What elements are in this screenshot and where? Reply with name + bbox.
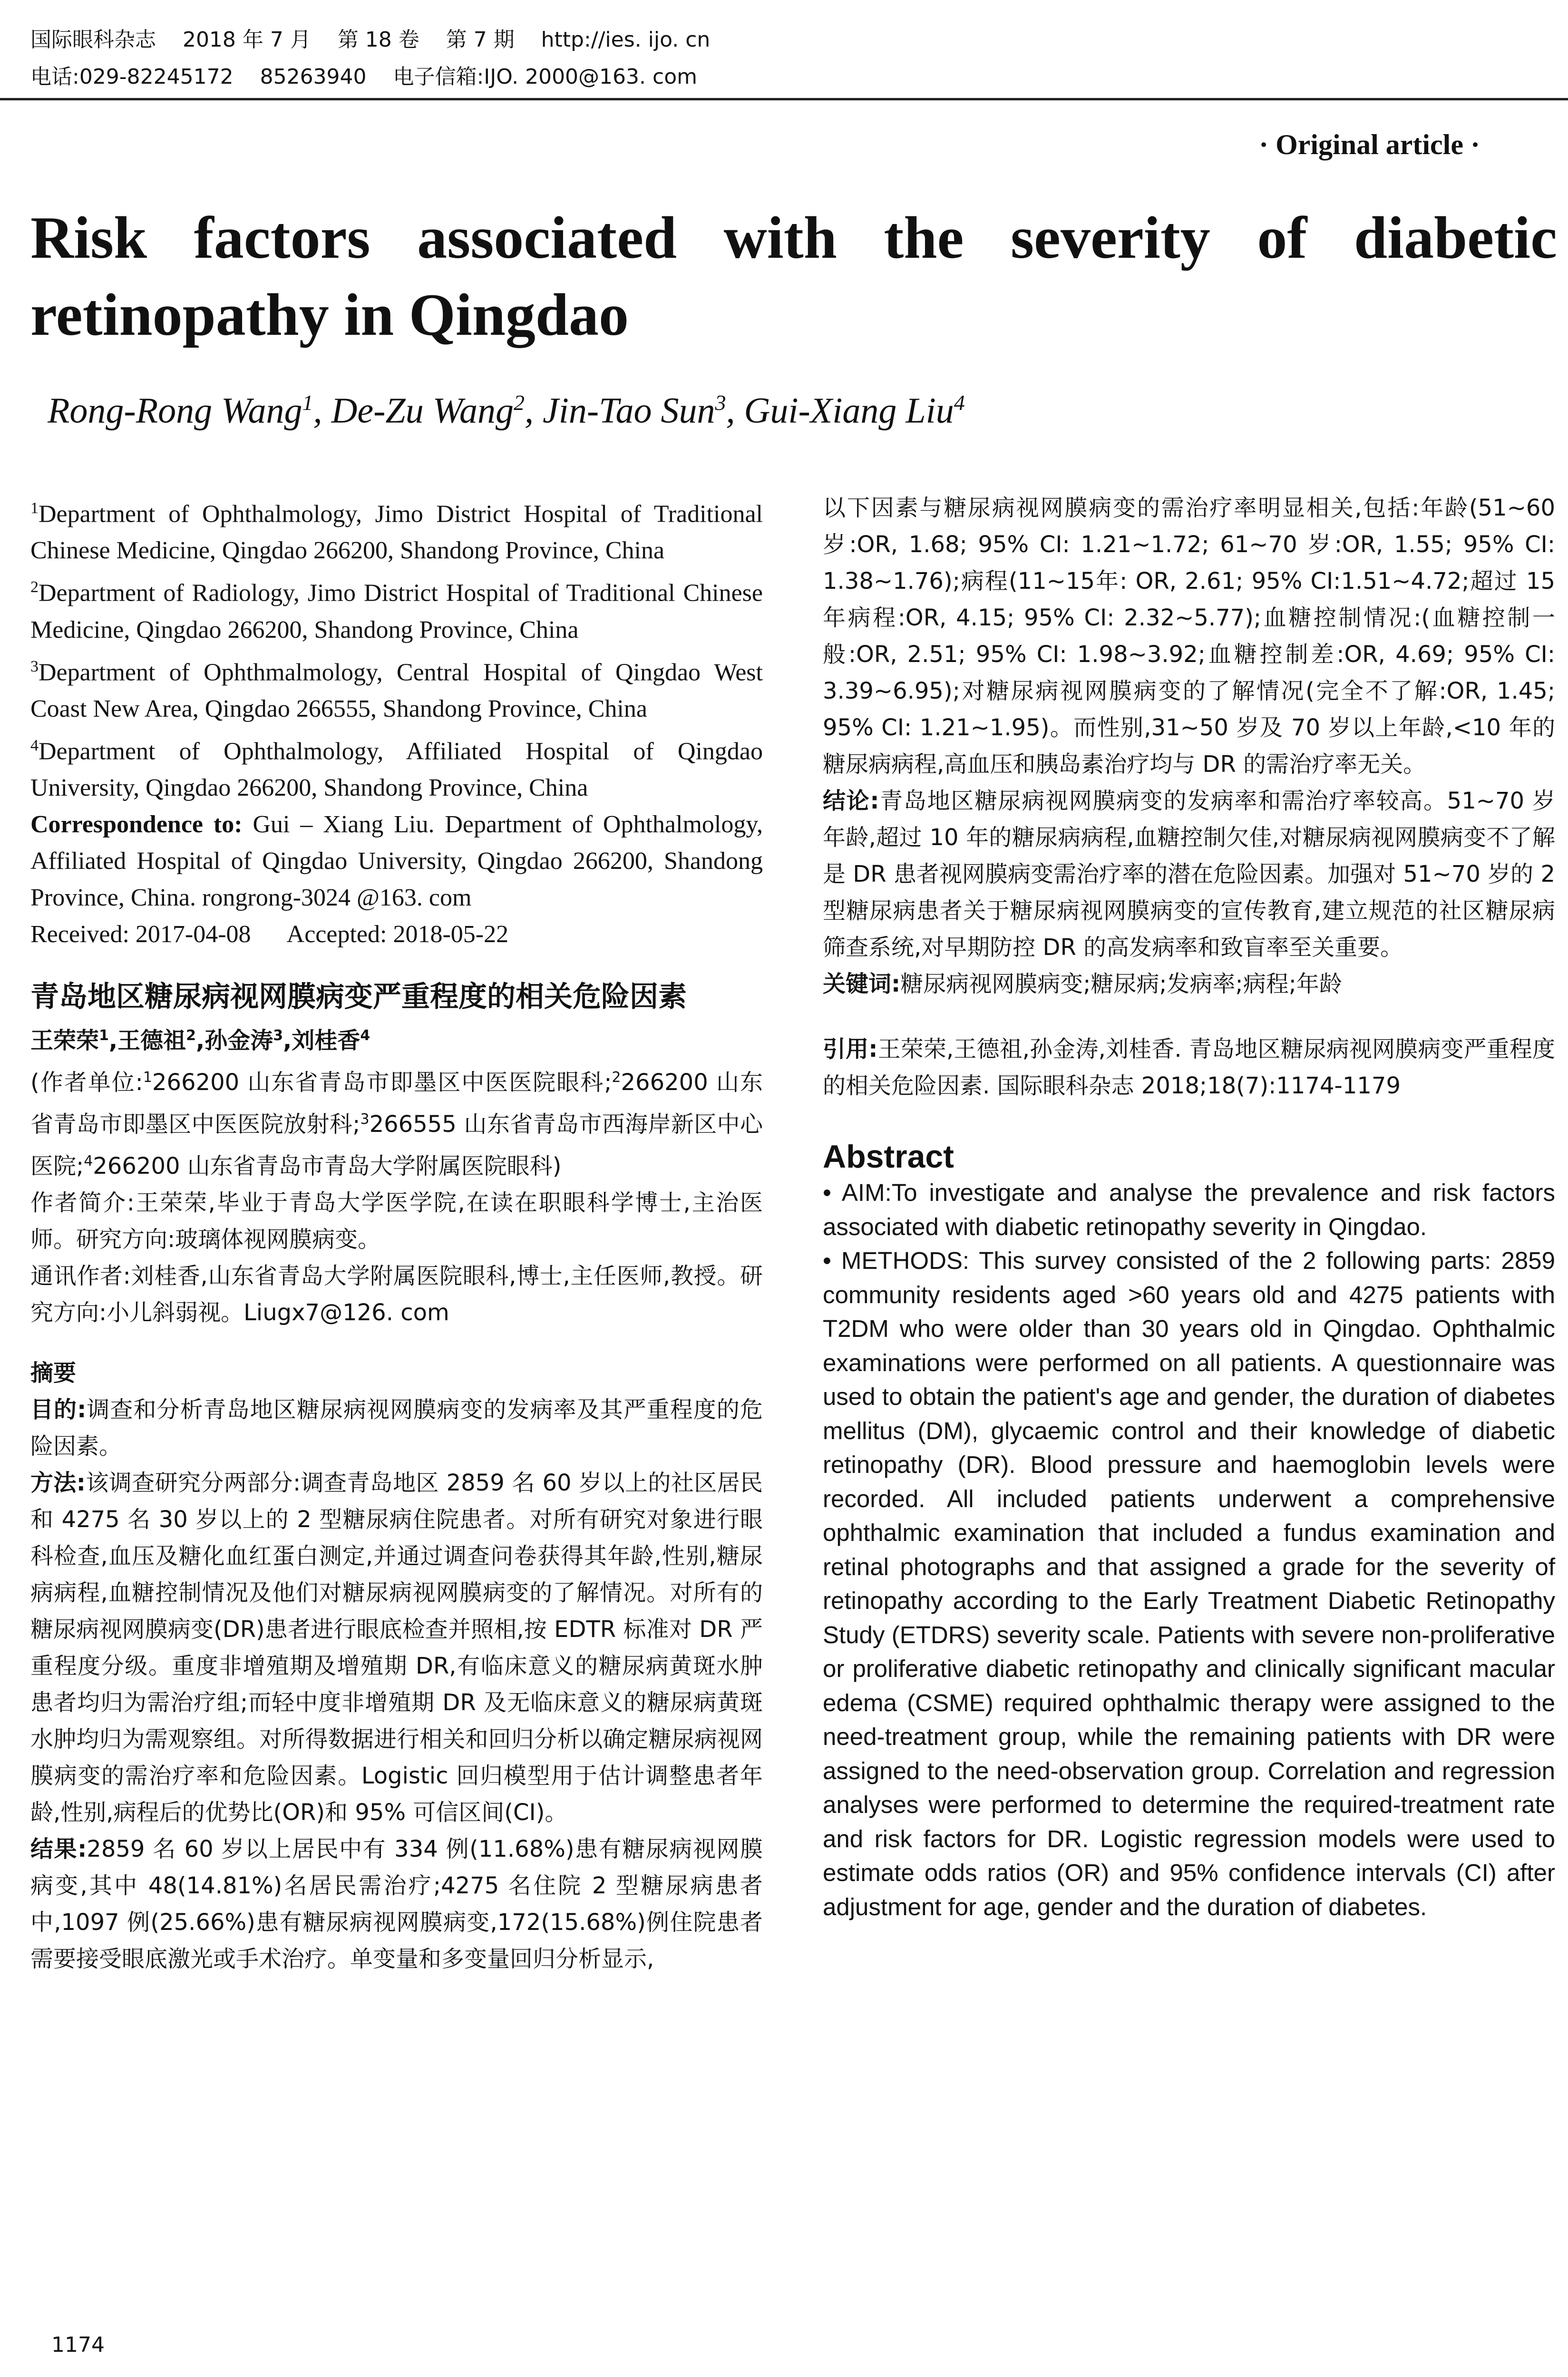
received-date: Received: 2017-04-08 (30, 921, 251, 948)
author-name: Jin-Tao Sun (543, 390, 715, 431)
page-number: 1174 (51, 2333, 105, 2357)
affiliations (30, 490, 763, 916)
correspondence-text: Gui – Xiang Liu. Department of Ophthalmology, Affiliated Hospital of Qingdao University, Qingdao 266200, Shandong Province, China. rongrong-3024 @163. com (30, 811, 763, 912)
abstract-heading: Abstract (823, 1139, 954, 1175)
article-title: Risk factors associated with the severity of diabetic retinopathy in Qingdao (30, 205, 1557, 348)
author-affiliation-mark: 2 (514, 390, 525, 415)
cn-abstract-results-part1: 结果:2859 名 60 岁以上居民中有 334 例(11.68%)患有糖尿病视网膜病变,其中 48(14.81%)名居民需治疗;4275 名住院 2 型糖尿病患者中,1097 例(25.66%)患有糖尿病视网膜病变,172(15.68%)例住院患者需要接受眼底激光或手术治疗。单变量和多变量回归分析显示, (30, 1836, 763, 1973)
citation: 引用:王荣荣,王德祖,孙金涛,刘桂香. 青岛地区糖尿病视网膜病变严重程度的相关危险因素. 国际眼科杂志 2018;18(7):1174-1179 (823, 1036, 1555, 1099)
correspondence (30, 806, 763, 916)
journal-header-line-1: 国际眼科杂志 2018 年 7 月 第 18 卷 第 7 期 http://ies. ijo. cn (30, 28, 711, 52)
article-type-label: · Original article · (1259, 129, 1480, 160)
cn-abstract-heading: 摘要 (30, 1360, 77, 1387)
author-bio: 作者简介:王荣荣,毕业于青岛大学医学院,在读在职眼科学博士,主治医师。研究方向:玻璃体视网膜病变。 (30, 1189, 763, 1253)
affiliation-item: $^3$Department of Ophthmalmology, Central Hospital of Qingdao West Coast New Area, Qingdao 266555, Shandong Province, China (30, 657, 763, 722)
author-list: Rong-Rong Wang$^1$, De-Zu Wang$^2$, Jin-Tao Sun$^3$, Gui-Xiang Liu$^4$ (48, 390, 965, 431)
chinese-front-matter (30, 1017, 763, 1978)
cn-keywords: 关键词:糖尿病视网膜病变;糖尿病;发病率;病程;年龄 (823, 971, 1342, 997)
dates-row (30, 916, 763, 953)
abstract-methods: • METHODS: This survey consisted of the 2 following parts: 2859 community residents aged >60 years old and 4275 patients with T2DM who were older than 30 years old in Qingdao. Ophthalmic examinations were performed on all patients. A questionnaire was used to obtain the patient's age and gender, the duration of diabetes mellitus (DM), glycaemic control and their knowledge of diabetic retinopathy (DR). Blood pressure and haemoglobin levels were recorded. All included patients underwent a comprehensive ophthalmic examination that included a fundus examination and retinal photographs and that assigned a grade for the severity of retinopathy according to the Early Treatment Diabetic Retinopathy Study (ETDRS) severity scale. Patients with severe non-proliferative or proliferative diabetic retinopathy and clinically significant macular edema (CSME) required ophthalmic therapy were assigned to the need-treatment group, while the remaining patients with DR were assigned to the need-observation group. Correlation and regression analyses were performed to determine the required-treatment rate and risk factors for DR. Logistic regression models were used to estimate odds ratios (OR) and 95% confidence intervals (CI) after adjustment for age, gender and the duration of diabetes. (823, 1247, 1555, 1920)
author-name: De-Zu Wang (331, 390, 514, 431)
accepted-date: Accepted: 2018-05-22 (286, 921, 509, 948)
author-name: Rong-Rong Wang (48, 390, 302, 431)
header-rule (0, 98, 1568, 100)
affiliation-item: $^2$Department of Radiology, Jimo District Hospital of Traditional Chinese Medicine, Qingdao 266200, Shandong Province, China (30, 578, 763, 643)
left-column (30, 490, 763, 1978)
author-name: Gui-Xiang Liu (744, 390, 954, 431)
chinese-units: (作者单位:$^1$266200 山东省青岛市即墨区中医医院眼科;$^2$266200 山东省青岛市即墨区中医医院放射科;$^3$266555 山东省青岛市西海岸新区中心医院;$^4$266200 山东省青岛市青岛大学附属医院眼科) (30, 1069, 763, 1180)
cn-abstract-aim: 目的:调查和分析青岛地区糖尿病视网膜病变的发病率及其严重程度的危险因素。 (30, 1396, 763, 1460)
correspondence-label: Correspondence to: (30, 811, 243, 838)
chinese-title: 青岛地区糖尿病视网膜病变严重程度的相关危险因素 (30, 980, 687, 1014)
affiliation-item: $^1$Department of Ophthalmology, Jimo District Hospital of Traditional Chinese Medicine, Qingdao 266200, Shandong Province, China (30, 499, 763, 565)
journal-header-line-2: 电话:029-82245172 85263940 电子信箱:IJO. 2000@163. com (30, 65, 697, 89)
affiliation-item: $^4$Department of Ophthalmology, Affiliated Hospital of Qingdao University, Qingdao 266200, Shandong Province, China (30, 736, 763, 802)
author-affiliation-mark: 3 (715, 390, 726, 415)
chinese-authors: 王荣荣$^1$,王德祖$^2$,孙金涛$^3$,刘桂香$^4$ (30, 1027, 370, 1054)
right-column (823, 490, 1555, 1924)
cn-abstract-conclusion: 结论:青岛地区糖尿病视网膜病变的发病率和需治疗率较高。51~70 岁年龄,超过 10 年的糖尿病病程,血糖控制欠佳,对糖尿病视网膜病变不了解是 DR 患者视网膜病变需治疗率的潜在危险因素。加强对 51~70 岁的 2 型糖尿病患者关于糖尿病视网膜病变的宣传教育,建立规范的社区糖尿病筛查系统,对早期防控 DR 的高发病率和致盲率至关重要。 (823, 788, 1556, 961)
cn-abstract-methods: 方法:该调查研究分两部分:调查青岛地区 2859 名 60 岁以上的社区居民和 4275 名 30 岁以上的 2 型糖尿病住院患者。对所有研究对象进行眼科检查,血压及糖化血红蛋白测定,并通过调查问卷获得其年龄,性别,糖尿病病程,血糖控制情况及他们对糖尿病视网膜病变的了解情况。对所有的糖尿病视网膜病变(DR)患者进行眼底检查并照相,按 EDTR 标准对 DR 严重程度分级。重度非增殖期及增殖期 DR,有临床意义的糖尿病黄斑水肿患者均归为需治疗组;而轻中度非增殖期 DR 及无临床意义的糖尿病黄斑水肿均归为需观察组。对所得数据进行相关和回归分析以确定糖尿病视网膜病变的需治疗率和危险因素。Logistic 回归模型用于估计调整患者年龄,性别,病程后的优势比(OR)和 95% 可信区间(CI)。 (30, 1470, 763, 1826)
corresponding-author-cn: 通讯作者:刘桂香,山东省青岛大学附属医院眼科,博士,主任医师,教授。研究方向:小儿斜弱视。Liugx7@126. com (30, 1263, 763, 1326)
abstract-aim: • AIM:To investigate and analyse the prevalence and risk factors associated with diabetic retinopathy severity in Qingdao. (823, 1179, 1555, 1240)
cn-abstract-results-part2: 以下因素与糖尿病视网膜病变的需治疗率明显相关,包括:年龄(51~60 岁:OR, 1.68; 95% CI: 1.21~1.72; 61~70 岁:OR, 1.55; 95% CI: 1.38~1.76);病程(11~15年: OR, 2.61; 95% CI:1.51~4.72;超过 15 年病程:OR, 4.15; 95% CI: 2.32~5.77);血糖控制情况:(血糖控制一般:OR, 2.51; 95% CI: 1.98~3.92;血糖控制差:OR, 4.69; 95% CI: 3.39~6.95);对糖尿病视网膜病变的了解情况(完全不了解:OR, 1.45; 95% CI: 1.21~1.95)。而性别,31~50 岁及 70 岁以上年龄,<10 年的糖尿病病程,高血压和胰岛素治疗均与 DR 的需治疗率无关。 (823, 495, 1555, 778)
author-affiliation-mark: 4 (954, 390, 965, 415)
english-abstract (823, 1176, 1555, 1924)
chinese-abstract-continued (823, 490, 1555, 1104)
author-affiliation-mark: 1 (302, 390, 313, 415)
